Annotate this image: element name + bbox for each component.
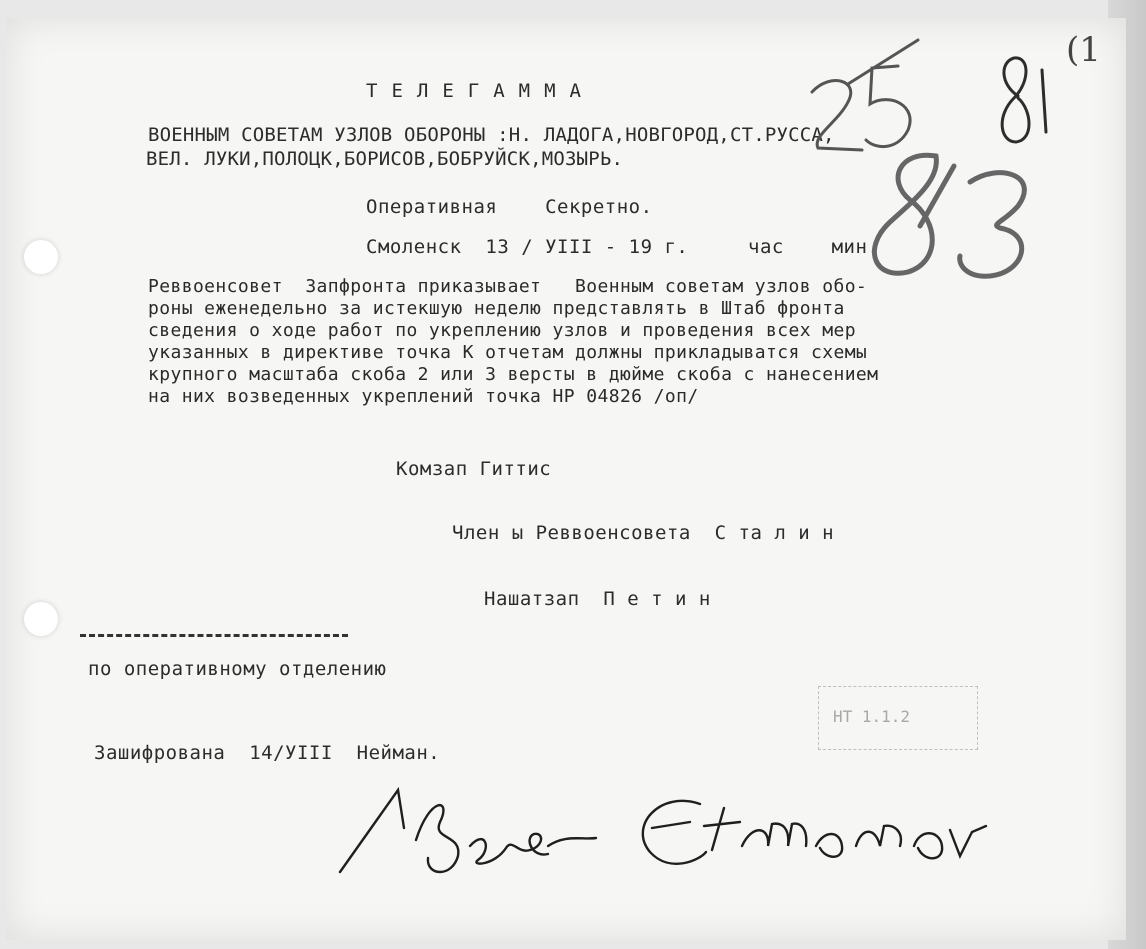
body-line: на них возведенных укреплений точка НР 04826 /оп/	[148, 386, 699, 407]
body-line: крупного масштаба скоба 2 или 3 версты в дюйме скоба с нанесением	[148, 364, 879, 385]
corner-page-number: (1	[1066, 30, 1101, 70]
faint-stamp	[818, 686, 978, 750]
document-title: ТЕЛЕГАММА	[366, 80, 595, 102]
punch-hole	[24, 240, 58, 274]
signatory-nashatzap: Нашатзап П е т и н	[484, 588, 711, 610]
decrypted-line: Зашифрована 14/УIII Нейман.	[94, 742, 441, 764]
classification: Оперативная Секретно.	[366, 196, 653, 218]
origin-line: Смоленск 13 / УIII - 19 г. час мин.	[366, 236, 880, 258]
department-line: по оперативному отделению	[88, 658, 387, 680]
punch-hole	[24, 602, 58, 636]
signatory-komzap: Комзап Гиттис	[396, 458, 552, 480]
body-line: Реввоенсовет Запфронта приказывает Военным советам узлов обо-	[148, 276, 868, 297]
body-line: роны еженедельно за истекшую неделю представлять в Штаб фронта	[148, 298, 845, 319]
body-line: сведения о ходе работ по укреплению узлов и проведения всех мер	[148, 320, 856, 341]
signatory-member: Член ы Реввоенсовета С та л и н	[452, 522, 835, 544]
body-line: указанных в директиве точка К отчетам должны прикладыватся схемы	[148, 342, 868, 363]
addressee-line-1: ВОЕННЫМ СОВЕТАМ УЗЛОВ ОБОРОНЫ :Н. ЛАДОГА,НОВГОРОД,СТ.РУССА,	[148, 124, 835, 146]
separator-line	[80, 634, 348, 637]
telegram-body	[148, 276, 1098, 408]
addressee-line-2: ВЕЛ. ЛУКИ,ПОЛОЦК,БОРИСОВ,БОБРУЙСК,МОЗЫРЬ.	[146, 148, 624, 170]
stamp-text: НТ 1.1.2	[833, 707, 911, 726]
